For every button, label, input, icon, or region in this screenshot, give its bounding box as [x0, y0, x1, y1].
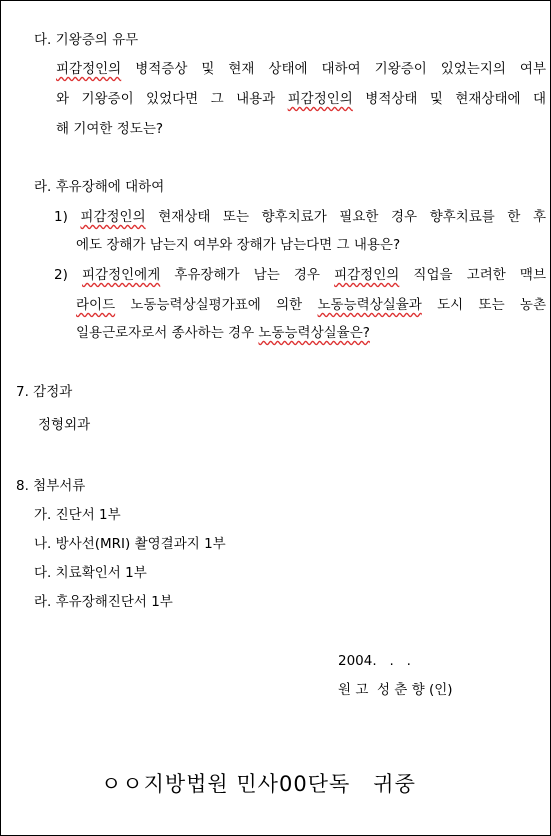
text-span: 직업을 고려한 맥브: [399, 267, 546, 283]
section-8-heading: 8. 첨부서류: [16, 478, 86, 494]
section-da-heading: 다. 기왕증의 유무: [34, 32, 139, 48]
term-subject: 피감정인의: [334, 267, 400, 283]
term-subject: 피감정인의: [80, 209, 146, 225]
section-da-line-3: 해 기여한 정도는?: [56, 121, 164, 137]
term-subject: 피감정인에게: [81, 267, 161, 283]
attachment-item: 가. 진단서 1부: [34, 507, 121, 523]
section-ra-item-2-line-3: [76, 324, 370, 342]
term-mcbride: 라이드: [76, 297, 116, 313]
attachment-item: 나. 방사선(MRI) 촬영결과지 1부: [34, 536, 226, 552]
term-loss-rate: 노동능력상실율과: [317, 297, 422, 313]
court-addressee: ㅇㅇ지방법원 민사00단독 귀중: [101, 772, 416, 796]
section-ra-heading: 라. 후유장해에 대하여: [34, 179, 165, 195]
list-number: 2): [54, 267, 82, 283]
text-span: 도시 또는 농촌: [421, 297, 546, 313]
text-span: 와 기왕증이 있었다면 그 내용과: [56, 91, 288, 107]
term-loss-rate: 노동능력상실율은?: [258, 325, 370, 341]
section-ra-item-2-line-2: [76, 296, 546, 314]
signature-date: 2004. . .: [338, 653, 411, 669]
text-span: 노동능력상실평가표에 의한: [115, 297, 318, 313]
text-span: 병적증상 및 현재 상태에 대하여 기왕증이 있었는지의 여부: [121, 61, 546, 77]
section-ra-item-1-line-2: 에도 장해가 남는지 여부와 장해가 남는다면 그 내용은?: [76, 237, 401, 253]
text-span: 후유장해가 남는 경우: [160, 267, 335, 283]
signature-plaintiff: 원 고 성 춘 향 (인): [338, 682, 453, 698]
term-subject: 피감정인의: [287, 91, 353, 107]
attachment-item: 다. 치료확인서 1부: [34, 565, 147, 581]
section-ra-item-1-line-1: [54, 208, 546, 226]
section-da-line-1: [56, 60, 546, 78]
attachment-item: 라. 후유장해진단서 1부: [34, 594, 173, 610]
list-number: 1): [54, 209, 81, 225]
section-7-heading: 7. 감정과: [16, 384, 73, 400]
text-span: 현재상태 또는 향후치료가 필요한 경우 향후치료를 한 후: [145, 209, 546, 225]
section-da-line-2: [56, 90, 546, 108]
section-7-value: 정형외과: [38, 417, 91, 433]
term-subject: 피감정인의: [56, 61, 122, 77]
section-ra-item-2-line-1: [54, 266, 546, 284]
text-span: 병적상태 및 현재상태에 대: [352, 91, 546, 107]
text-span: 일용근로자로서 종사하는 경우: [76, 325, 259, 341]
